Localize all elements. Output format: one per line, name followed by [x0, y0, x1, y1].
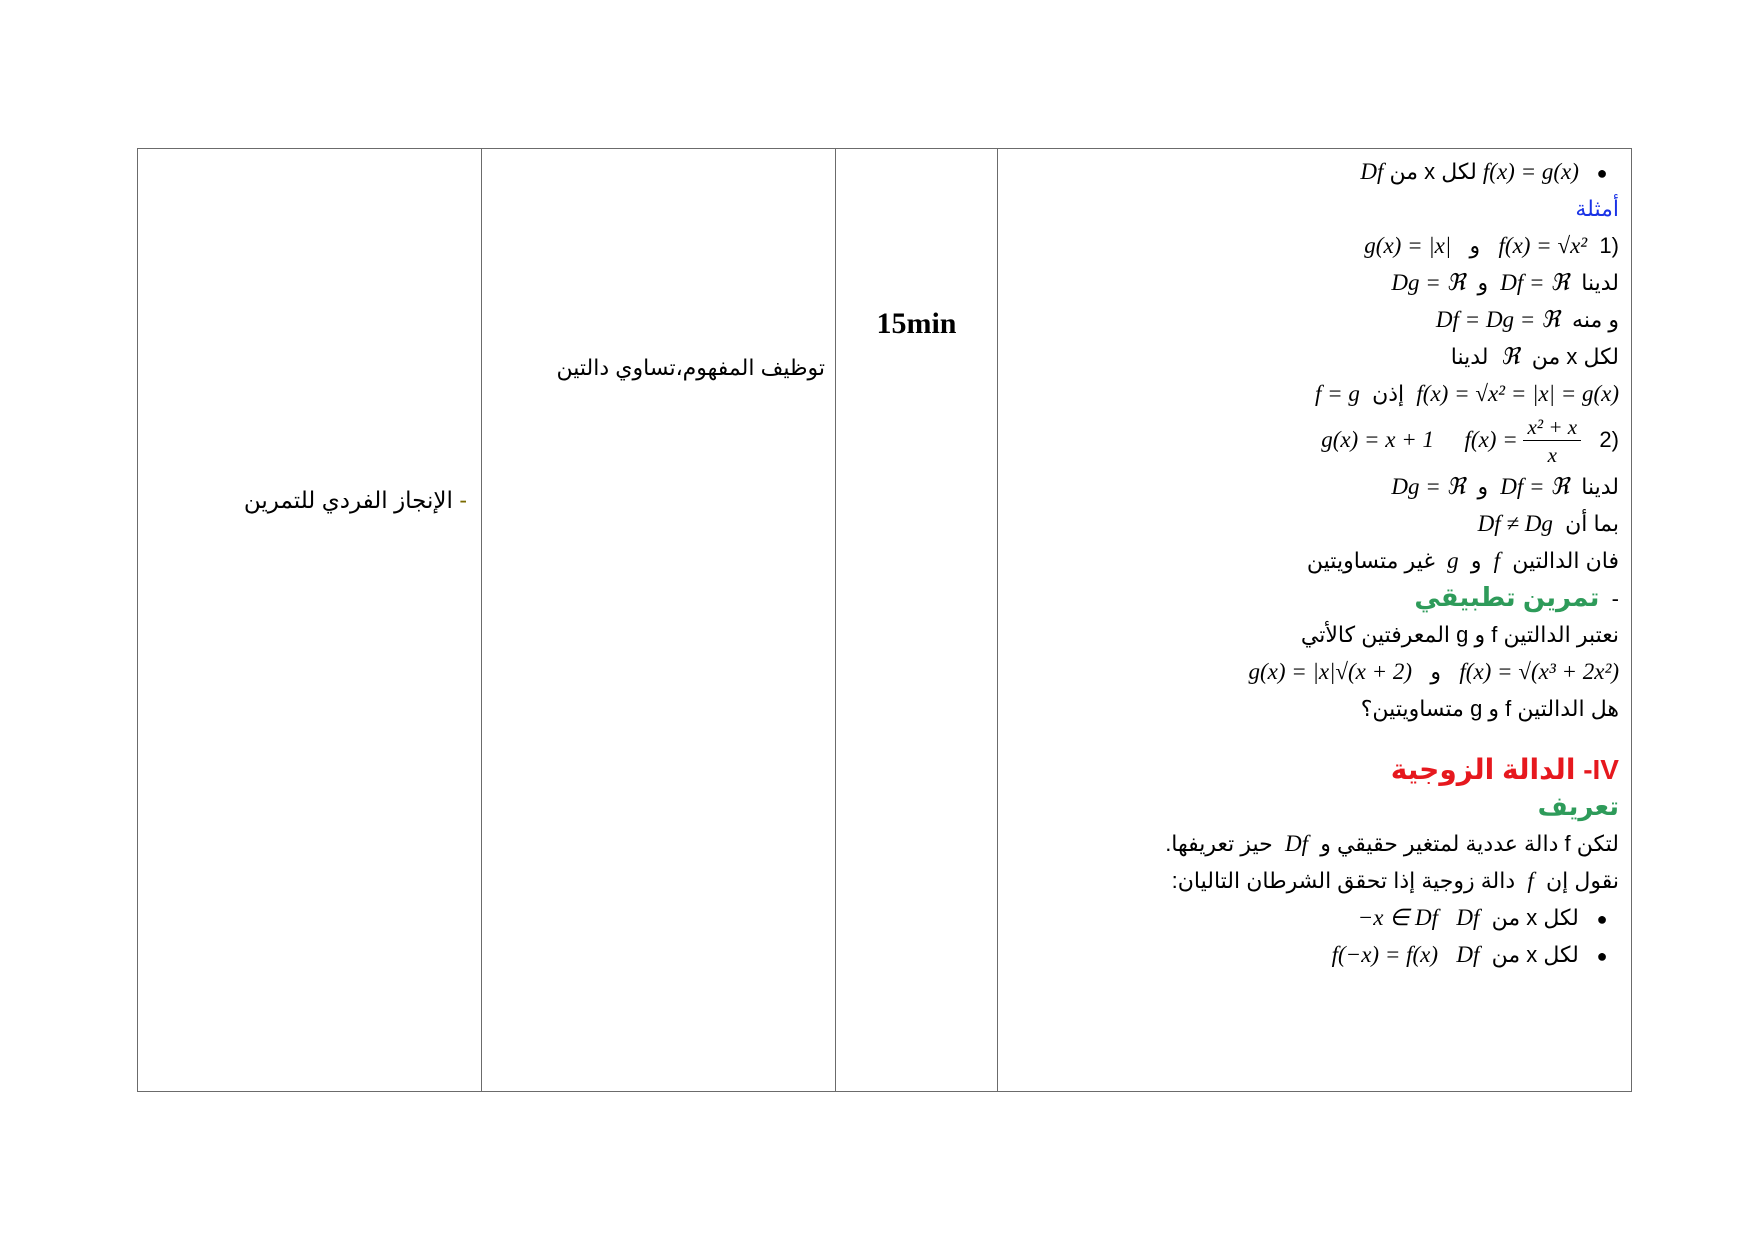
- definition-line-1: لتكن f دالة عددية لمتغير حقيقي و Df حيز تعريفها.: [999, 825, 1619, 862]
- equation: Df = ℜ: [1500, 270, 1570, 295]
- activity-label: الإنجاز الفردي للتمرين: [243, 487, 453, 513]
- equation: f(x) = g(x): [1482, 159, 1579, 184]
- domain-symbol: Df: [1285, 831, 1308, 856]
- equation: f(x) = √x² = |x| = g(x): [1416, 381, 1619, 406]
- examples-heading: أمثلة: [1575, 196, 1619, 221]
- text: لكل x من: [1531, 344, 1619, 369]
- example-2-line: [999, 412, 1619, 468]
- example-number: (2: [1599, 427, 1619, 452]
- equation: Df = Dg = ℜ: [1435, 307, 1560, 332]
- function-symbol: g: [1447, 548, 1459, 573]
- condition-2-line: ● لكل x من Df f(−x) = f(x): [999, 936, 1619, 973]
- condition-line: [999, 153, 1619, 190]
- conjunction: و: [1470, 548, 1482, 573]
- conjunction: و: [1477, 474, 1489, 499]
- definition-line-2: نقول إن f دالة زوجية إذا تحقق الشرطان التاليان:: [999, 862, 1619, 899]
- text: لدينا: [1581, 270, 1619, 295]
- equation: Dg = ℜ: [1391, 270, 1466, 295]
- for-all-line: [999, 338, 1619, 375]
- goal-cell: [482, 149, 836, 1092]
- equation: f = g: [1314, 381, 1360, 406]
- equation: −x ∈ Df: [1357, 905, 1438, 930]
- bullet-dot-icon: ●: [1596, 909, 1608, 929]
- domain-line: [999, 264, 1619, 301]
- section-heading: IV- الدالة الزوجية: [1390, 754, 1619, 785]
- text: و منه: [1572, 307, 1619, 332]
- equation: Df ≠ Dg: [1477, 511, 1553, 536]
- activity-text: [244, 487, 467, 514]
- goal-label: توظيف المفهوم،تساوي دالتين: [556, 355, 825, 380]
- exercise-functions-line: [999, 653, 1619, 690]
- text: إذن: [1372, 381, 1405, 406]
- definition-heading: تعريف: [1537, 791, 1619, 821]
- equation: g(x) = |x|√(x + 2): [1248, 659, 1413, 684]
- exercise-statement: نعتبر الدالتين f و g المعرفتين كالأتي: [1300, 622, 1619, 647]
- since-line: [999, 505, 1619, 542]
- text: لدينا: [1450, 344, 1489, 369]
- fraction-equation: f(x) = $\frac{\text{x² + x}}{x}$: [1465, 412, 1582, 468]
- domain-line-2: [999, 468, 1619, 505]
- lesson-table: [137, 148, 1632, 1092]
- content-cell: [998, 149, 1632, 1092]
- fraction: $\frac{\text{x² + x}}{x}$: [1523, 417, 1581, 466]
- equation: g(x) = x + 1: [1321, 427, 1434, 452]
- time-label: 15min: [876, 307, 957, 340]
- domain-symbol: Df: [1456, 905, 1480, 930]
- exercise-question: هل الدالتين f و g متساويتين؟: [1360, 696, 1619, 721]
- bullet-dot-icon: ●: [1596, 163, 1608, 183]
- condition-1-line: ● لكل x من Df −x ∈ Df: [999, 899, 1619, 936]
- equation: f(x) = √(x³ + 2x²): [1459, 659, 1619, 684]
- domain-equal-line: [999, 301, 1619, 338]
- domain-symbol: Df: [1456, 942, 1480, 967]
- equation: f(x) = √x²: [1498, 233, 1588, 258]
- text: لكل x من: [1389, 159, 1477, 184]
- example-number: (1: [1599, 233, 1619, 258]
- text: فان الدالتين: [1512, 548, 1619, 573]
- conclusion-line: [999, 375, 1619, 412]
- text: لدينا: [1581, 474, 1619, 499]
- text: غير متساويتين: [1306, 548, 1435, 573]
- equation: f(−x) = f(x): [1331, 942, 1438, 967]
- equation: Df = ℜ: [1500, 474, 1570, 499]
- conjunction: و: [1477, 270, 1489, 295]
- text: بما أن: [1565, 511, 1619, 536]
- example-1-line: [999, 227, 1619, 264]
- conjunction: و: [1430, 659, 1442, 684]
- activity-dash: -: [459, 487, 467, 513]
- spacer: [999, 727, 1619, 751]
- bullet-dot-icon: ●: [1596, 946, 1608, 966]
- function-symbol: f: [1493, 548, 1501, 573]
- conjunction: و: [1469, 233, 1481, 258]
- domain-symbol: Df: [1360, 159, 1384, 184]
- function-symbol: f: [1527, 868, 1534, 893]
- equation: g(x) = |x|: [1364, 233, 1452, 258]
- exercise-heading: - تمرين تطبيقي: [1414, 582, 1619, 612]
- table-row: [138, 149, 1632, 1092]
- reals-symbol: ℜ: [1500, 344, 1520, 369]
- lesson-content: [999, 153, 1619, 973]
- equation: Dg = ℜ: [1391, 474, 1466, 499]
- not-equal-conclusion-line: [999, 542, 1619, 579]
- activity-cell: [138, 149, 482, 1092]
- time-cell: [836, 149, 998, 1092]
